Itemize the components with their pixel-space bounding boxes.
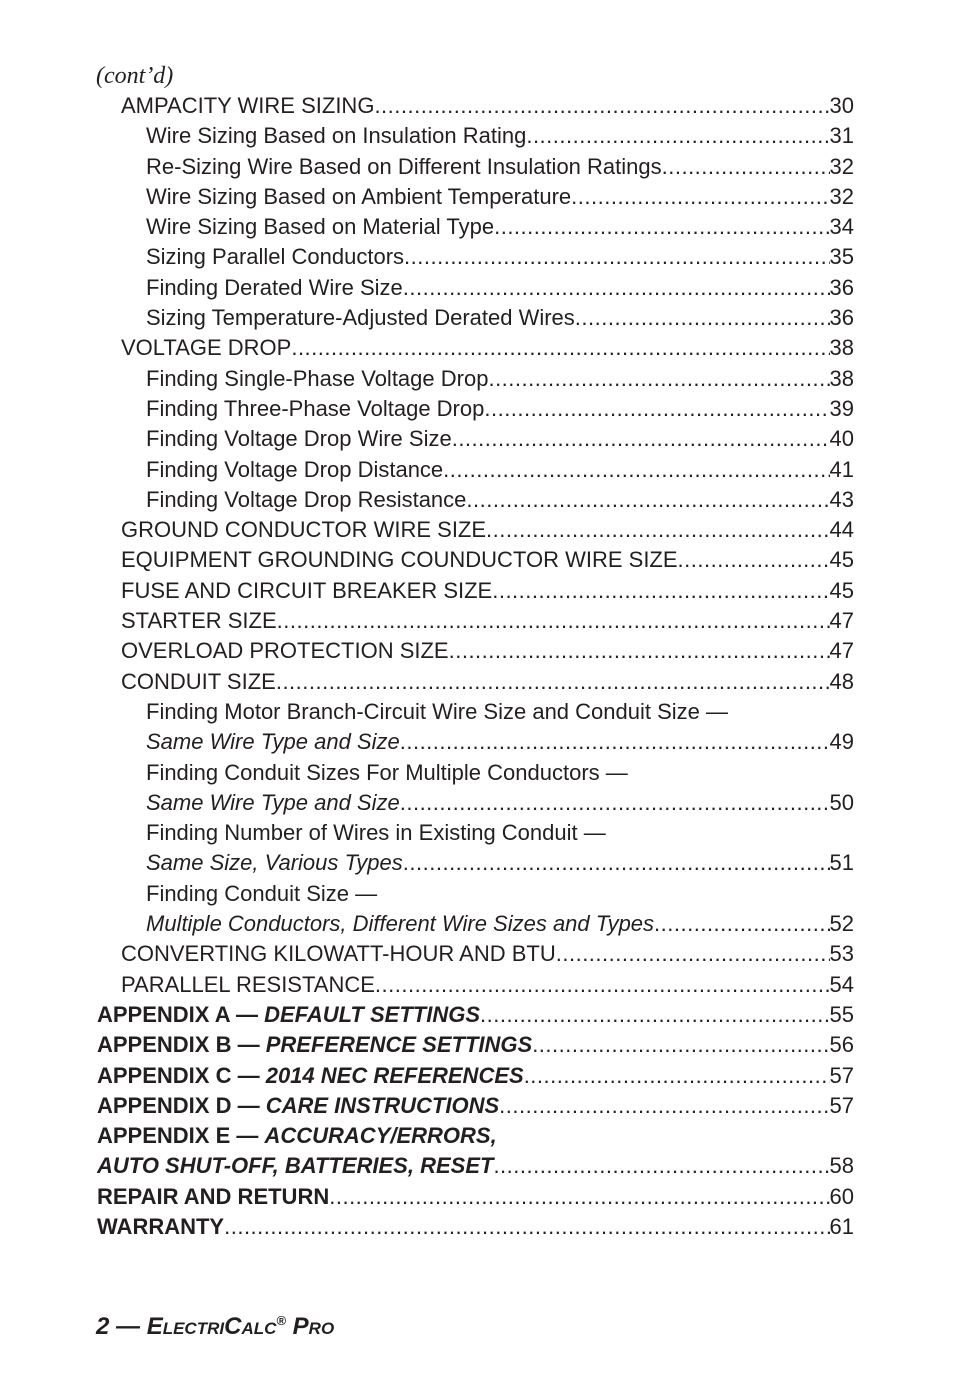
- toc-page-number: 58: [829, 1153, 854, 1179]
- toc-page-number: 39: [829, 395, 854, 421]
- toc-entry-title: Same Wire Type and Size: [146, 789, 400, 815]
- toc-entry: [0, 1182, 954, 1212]
- dot-leader: [449, 636, 830, 666]
- toc-entry: [0, 273, 954, 303]
- toc-entry: [0, 121, 954, 151]
- toc-entry: [0, 576, 954, 606]
- dot-leader: [493, 1151, 829, 1181]
- toc-entry: [0, 364, 954, 394]
- dot-leader: [556, 939, 830, 969]
- toc-entry: [0, 1212, 954, 1242]
- toc-entry: [0, 606, 954, 636]
- dot-leader: [277, 606, 830, 636]
- toc-entry-title: Finding Voltage Drop Resistance: [146, 486, 467, 512]
- toc-entry-title: APPENDIX B — PREFERENCE SETTINGS: [97, 1032, 533, 1058]
- toc-entry-title: Wire Sizing Based on Ambient Temperature: [146, 183, 572, 209]
- toc-entry-title: Finding Number of Wires in Existing Conduit —: [146, 820, 606, 846]
- dot-leader: [571, 182, 829, 212]
- page-footer: [96, 1312, 334, 1344]
- toc-entry-title: Finding Single-Phase Voltage Drop: [146, 365, 489, 391]
- toc-entry-title: Finding Three-Phase Voltage Drop: [146, 395, 485, 421]
- toc-entry: [0, 91, 954, 121]
- toc-entry: [0, 152, 954, 182]
- dot-leader: [466, 485, 829, 515]
- toc-entry-title: APPENDIX C — 2014 NEC REFERENCES: [97, 1062, 524, 1088]
- toc-page-number: 55: [829, 1001, 854, 1027]
- toc-page-number: 61: [829, 1213, 854, 1239]
- dot-leader: [526, 121, 829, 151]
- toc-entry-title: PARALLEL RESISTANCE: [121, 971, 375, 997]
- dot-leader: [400, 727, 830, 757]
- toc-entry-title: Sizing Parallel Conductors: [146, 244, 405, 270]
- toc-entry-title: STARTER SIZE: [121, 608, 277, 634]
- toc-page-number: 38: [829, 365, 854, 391]
- toc-entry: [0, 879, 954, 909]
- toc-entry-title: FUSE AND CIRCUIT BREAKER SIZE: [121, 577, 493, 603]
- dot-leader: [678, 545, 830, 575]
- toc-entry-title: AUTO SHUT-OFF, BATTERIES, RESET: [97, 1153, 494, 1179]
- toc-entry: [0, 1121, 954, 1151]
- dot-leader: [575, 303, 830, 333]
- toc-entry: [0, 1000, 954, 1030]
- dot-leader: [400, 788, 830, 818]
- dot-leader: [276, 667, 830, 697]
- toc-page-number: 52: [829, 911, 854, 937]
- toc-entry: [0, 1151, 954, 1181]
- dot-leader: [488, 364, 829, 394]
- toc-entry-title: Finding Voltage Drop Distance: [146, 456, 444, 482]
- toc-entry-title: Multiple Conductors, Different Wire Sizes and Types: [146, 911, 655, 937]
- toc-entry-title: Same Wire Type and Size: [146, 729, 400, 755]
- toc-page-number: 54: [829, 971, 854, 997]
- toc-page-number: 50: [829, 789, 854, 815]
- toc-page-number: 51: [829, 850, 854, 876]
- toc-entry: [0, 485, 954, 515]
- table-of-contents: [0, 91, 954, 1242]
- toc-entry: [0, 1091, 954, 1121]
- toc-page-number: 36: [829, 305, 854, 331]
- toc-entry-title: Sizing Temperature-Adjusted Derated Wires: [146, 305, 575, 331]
- toc-page-number: 45: [829, 547, 854, 573]
- dot-leader: [532, 1030, 829, 1060]
- toc-entry: [0, 545, 954, 575]
- toc-entry: [0, 303, 954, 333]
- toc-page-number: 56: [829, 1032, 854, 1058]
- toc-page-number: 57: [829, 1092, 854, 1118]
- dot-leader: [403, 273, 830, 303]
- toc-entry: [0, 394, 954, 424]
- dot-leader: [492, 576, 829, 606]
- toc-page-number: 47: [829, 638, 854, 664]
- dot-leader: [486, 515, 829, 545]
- toc-page-number: 49: [829, 729, 854, 755]
- toc-entry: [0, 970, 954, 1000]
- dot-leader: [291, 333, 829, 363]
- toc-entry-title: EQUIPMENT GROUNDING COUNDUCTOR WIRE SIZE: [121, 547, 678, 573]
- toc-page-number: 45: [829, 577, 854, 603]
- toc-entry: [0, 182, 954, 212]
- dot-leader: [403, 848, 830, 878]
- toc-page-number: 40: [829, 426, 854, 452]
- dot-leader: [524, 1061, 830, 1091]
- toc-entry-title: GROUND CONDUCTOR WIRE SIZE: [121, 517, 487, 543]
- toc-entry: [0, 212, 954, 242]
- toc-entry-title: Finding Conduit Sizes For Multiple Conductors —: [146, 759, 628, 785]
- dot-leader: [374, 91, 829, 121]
- dot-leader: [404, 242, 829, 272]
- toc-entry-title: Same Size, Various Types: [146, 850, 403, 876]
- toc-entry-title: Finding Conduit Size —: [146, 880, 378, 906]
- toc-entry-title: OVERLOAD PROTECTION SIZE: [121, 638, 449, 664]
- toc-entry: [0, 242, 954, 272]
- toc-entry: [0, 939, 954, 969]
- dot-leader: [452, 424, 830, 454]
- toc-entry-title: CONDUIT SIZE: [121, 668, 276, 694]
- toc-page-number: 31: [829, 123, 854, 149]
- toc-page-number: 32: [829, 183, 854, 209]
- dot-leader: [443, 455, 829, 485]
- dot-leader: [494, 212, 829, 242]
- toc-entry: [0, 333, 954, 363]
- dot-leader: [480, 1000, 830, 1030]
- toc-entry-title: Re-Sizing Wire Based on Different Insulation Ratings: [146, 153, 662, 179]
- toc-entry-title: WARRANTY: [97, 1213, 225, 1239]
- toc-page-number: 35: [829, 244, 854, 270]
- dot-leader: [329, 1182, 829, 1212]
- toc-entry: [0, 788, 954, 818]
- toc-page-number: 48: [829, 668, 854, 694]
- toc-entry: [0, 697, 954, 727]
- dot-leader: [484, 394, 829, 424]
- dot-leader: [654, 909, 829, 939]
- contd-label: (cont’d): [96, 63, 174, 89]
- toc-entry: [0, 1030, 954, 1060]
- toc-page-number: 30: [829, 93, 854, 118]
- toc-entry: [0, 455, 954, 485]
- toc-entry-title: Finding Motor Branch-Circuit Wire Size and Conduit Size —: [146, 698, 729, 724]
- toc-page-number: 36: [829, 274, 854, 300]
- toc-entry: [0, 909, 954, 939]
- toc-entry: [0, 1061, 954, 1091]
- toc-page-number: 43: [829, 486, 854, 512]
- toc-page-number: 57: [829, 1062, 854, 1088]
- footer-brand: ELECTRICALC® PRO: [146, 1313, 335, 1340]
- toc-page-number: 34: [829, 214, 854, 240]
- toc-entry: [0, 758, 954, 788]
- toc-entry: [0, 727, 954, 757]
- toc-entry-title: Finding Voltage Drop Wire Size: [146, 426, 452, 452]
- toc-page-number: 44: [829, 517, 854, 543]
- toc-entry: [0, 424, 954, 454]
- toc-page-number: 41: [829, 456, 854, 482]
- dot-leader: [224, 1212, 829, 1242]
- dot-leader: [499, 1091, 829, 1121]
- toc-entry-title: APPENDIX E — ACCURACY/ERRORS,: [97, 1123, 497, 1149]
- toc-page-number: 60: [829, 1183, 854, 1209]
- toc-entry-title: Wire Sizing Based on Material Type: [146, 214, 495, 240]
- toc-entry-title: CONVERTING KILOWATT-HOUR AND BTU: [121, 941, 556, 967]
- toc-entry-title: AMPACITY WIRE SIZING: [121, 93, 375, 118]
- toc-entry-title: APPENDIX A — DEFAULT SETTINGS: [97, 1001, 480, 1027]
- toc-page-number: 53: [829, 941, 854, 967]
- dot-leader: [662, 152, 830, 182]
- toc-entry-title: VOLTAGE DROP: [121, 335, 292, 361]
- footer-page-number: 2 —: [96, 1313, 147, 1340]
- toc-entry: [0, 818, 954, 848]
- toc-entry: [0, 667, 954, 697]
- toc-entry: [0, 848, 954, 878]
- toc-entry-title: APPENDIX D — CARE INSTRUCTIONS: [97, 1092, 500, 1118]
- toc-entry-title: Finding Derated Wire Size: [146, 274, 403, 300]
- dot-leader: [375, 970, 830, 1000]
- toc-page-number: 38: [829, 335, 854, 361]
- toc-page-number: 47: [829, 608, 854, 634]
- toc-entry-title: REPAIR AND RETURN: [97, 1183, 330, 1209]
- toc-entry: [0, 515, 954, 545]
- toc-page-number: 32: [829, 153, 854, 179]
- toc-entry: [0, 636, 954, 666]
- toc-entry-title: Wire Sizing Based on Insulation Rating: [146, 123, 527, 149]
